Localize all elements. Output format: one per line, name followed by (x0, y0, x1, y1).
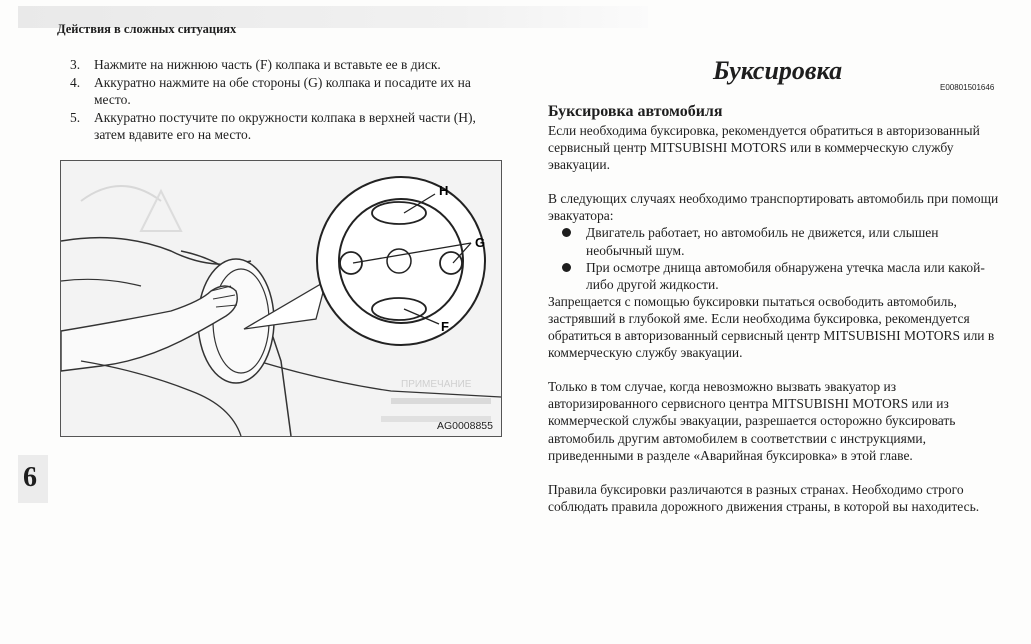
step-3 (70, 56, 510, 74)
paragraph-3: Запрещается с помощью буксировки пытаться освободить автомобиль, застрявший в глубокой яме. Если необходима буксировка, рекомендуется обратиться в авторизованный сервисный центр MITSUBISHI MOTORS или в коммерческую службу эвакуации. (548, 293, 995, 361)
bullet-icon (548, 224, 582, 258)
paragraph-2: В следующих случаях необходимо транспортировать автомобиль при помощи эвакуатора: (548, 191, 999, 224)
instruction-steps (70, 56, 510, 144)
bullet-item (548, 259, 1008, 293)
step-4 (70, 74, 510, 109)
label-f: F (441, 319, 449, 334)
page-header-title: Действия в сложных ситуациях (57, 22, 237, 36)
bullet-text: Двигатель работает, но автомобиль не движется, или слышен необычный шум. (586, 225, 939, 258)
paragraph-5: Правила буксировки различаются в разных странах. Необходимо строго соблюдать правила дорожного движения страны, в которой вы находитесь. (548, 481, 980, 514)
figure-background-text: ПРИМЕЧАНИЕ (401, 379, 472, 390)
step-text: Нажмите на нижнюю часть (F) колпака и вставьте ее в диск. (94, 57, 441, 72)
bullet-item (548, 224, 1008, 258)
step-number: 4. (70, 74, 81, 90)
bullet-text: При осмотре днища автомобиля обнаружена утечка масла или какой-либо другой жидкости. (586, 259, 985, 292)
section-body (548, 102, 1008, 515)
section-code: E00801501646 (940, 83, 995, 92)
step-text: Аккуратно постучите по окружности колпака в верхней части (H), затем вдавите его на место. (94, 109, 476, 142)
figure-code: AG0008855 (436, 420, 493, 432)
label-g: G (475, 235, 486, 250)
label-h: H (439, 183, 449, 198)
step-number: 3. (70, 57, 81, 72)
paragraph-4: Только в том случае, когда невозможно вызвать эвакуатор из авторизированного сервисного центра MITSUBISHI MOTORS или из коммерческой службы эвакуации, разрешается осторожно буксировать автомобиль другим автомобилем в соответствии с инструкциями, приведенными в разделе «Аварийная буксировка» в этой главе. (548, 379, 956, 463)
subsection-title: Буксировка автомобиля (548, 103, 723, 120)
section-title: Буксировка (713, 56, 843, 85)
chapter-number: 6 (23, 462, 37, 493)
hubcap-diagram (61, 161, 501, 436)
step-text: Аккуратно нажмите на обе стороны (G) колпака и посадите их на место. (94, 74, 471, 107)
step-5 (70, 109, 510, 144)
bullet-icon (548, 259, 582, 293)
paragraph-1: Если необходима буксировка, рекомендуется обратиться в авторизованный сервисный центр MITSUBISHI MOTORS или в коммерческую службу эвакуации. (548, 123, 980, 173)
step-number: 5. (70, 109, 81, 125)
hubcap-illustration (60, 160, 502, 437)
